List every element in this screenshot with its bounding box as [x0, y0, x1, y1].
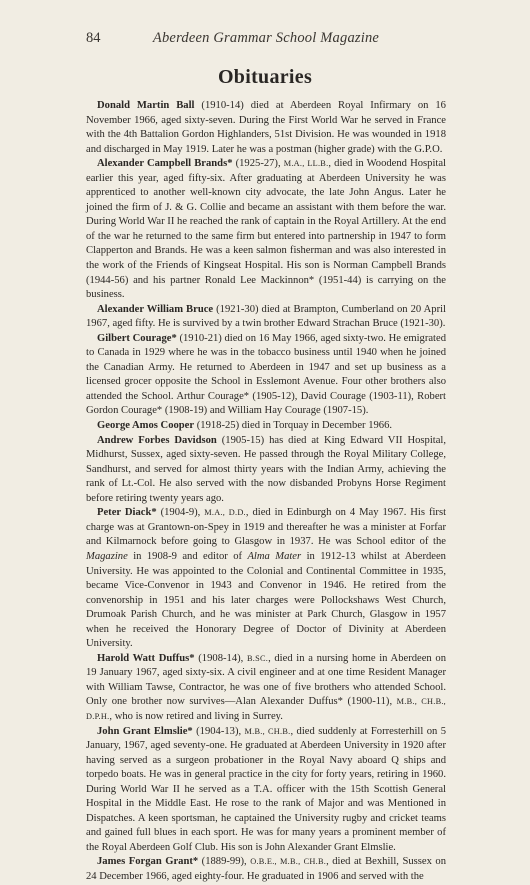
page-header: [86, 30, 446, 50]
page-number: 84: [86, 30, 101, 46]
obituary-text: , who is now retired and living in Surrey.: [109, 710, 283, 722]
obituary-name: Alexander Campbell Brands*: [97, 158, 233, 170]
obituary-name: Alexander William Bruce: [97, 303, 214, 315]
obituary-text: , died at Bexhill, Sussex on 24 December 1966, aged eighty-four. He graduated in 1906 and served with the: [86, 856, 446, 882]
degree-abbrev: B.SC.: [246, 653, 269, 663]
obituary-name: Donald Martin Ball: [97, 100, 195, 111]
publication-title: Alma Mater: [247, 550, 302, 562]
obituary-entry: [86, 652, 446, 725]
obituary-text: in 1912-13 whilst at Aberdeen University. He was appointed to the Colonial and Continental Committee in 1935, became Vice-Convenor in 1943 and Convenor in 1946. He retired from the convenorship in 1951 and his later charges were Pollockshaws West Church, Drumoak Parish Church, and he was minister at Park Church, Glasgow in 1957 when he received the Honorary Degree of Doctor of Divinity at Aberdeen University.: [86, 550, 446, 650]
obituary-entry: [86, 419, 446, 434]
obituary-text: in 1908-9 and editor of: [127, 550, 248, 562]
obituary-text: (1925-27),: [232, 158, 284, 170]
publication-title: Magazine: [86, 550, 128, 562]
obituary-text: (1908-14),: [194, 652, 247, 664]
obituary-text: , died in a nursing home in Aberdeen on 19 January 1967, aged sixty-six. A civil engineer and at one time Resident Manager with William Tawse, Contractor, he was one of five brothers who attended School. Only one brother now survives—Alan Alexander Duffus* (1900-11),: [86, 652, 446, 708]
obituary-name: Harold Watt Duffus*: [97, 652, 195, 664]
obituary-text: , died in Woodend Hospital earlier this year, aged fifty-six. After graduating at Aberdeen University he was apprenticed to another well-known city advocate, the late John Angus. Later he joined the firm of J. & G. Collie and became an assistant with them before the war. During World War II he reached the rank of captain in the Royal Artillery. At the end of the war he returned to the same firm but entered into partnership in 1947 to form Clapperton and Brands. He was a keen salmon fisherman and was also interested in the work of the Friends of Kingseat Hospital. His son is Norman Campbell Brands (1944-56) and his partner Ronald Lee Mackinnon* (1951-44) is carrying on the business.: [86, 158, 446, 301]
obituary-name: John Grant Elmslie*: [97, 725, 193, 737]
obituary-text: , died in Edinburgh on 4 May 1967. His first charge was at Grantown-on-Spey in 1919 and thereafter he was a minister at Forfar and Kilmarnock before going to Glasgow in 1937. He was School editor of the: [86, 507, 447, 548]
obituary-text: (1889-99),: [198, 856, 251, 868]
obituary-entry: [86, 303, 446, 332]
section-title: Obituaries: [217, 66, 313, 88]
obituary-name: Gilbert Courage*: [97, 332, 177, 344]
obituary-text: (1921-30) died at Brampton, Cumberland on 20 April 1967, aged fifty. He is survived by a twin brother Edward Strachan Bruce (1921-30).: [86, 303, 446, 330]
obituary-entry: [86, 855, 446, 884]
obituary-name: Peter Diack*: [97, 507, 157, 519]
obituary-text: (1918-25) died in Torquay in December 1966.: [194, 420, 393, 432]
obituary-text: , died suddenly at Forresterhill on 5 January, 1967, aged seventy-one. He graduated at Aberdeen University in 1920 after having served as a surgeon probationer in the Royal Navy aboard Q ships and torpedo boats. He was in general practice in the city for forty years, retiring in 1960. During World War II he served as a T.A. officer with the 15th Scottish General Hospital in the Middle East. He rose to the rank of Major and was Mentioned in Dispatches. A keen sportsman, he captained the University rugby and cricket teams and gained full blues in each sport. He was for many years a prominent member of the Royal Aberdeen Golf Club. His son is John Alexander Grant Elmslie.: [86, 725, 446, 853]
obituary-name: George Amos Cooper: [97, 420, 195, 432]
obituary-entry: [86, 506, 446, 651]
degree-abbrev: O.B.E., M.B., CH.B.: [250, 857, 327, 867]
obituary-entry: [86, 157, 446, 302]
obituary-entry: [86, 434, 446, 507]
obituary-text: (1904-13),: [192, 725, 245, 737]
obituary-entry: [86, 99, 446, 157]
obituary-text: (1904-9),: [156, 507, 205, 519]
degree-abbrev: M.A., D.D.: [204, 508, 246, 518]
obituary-text: (1910-21) died on 16 May 1966, aged sixty-two. He emigrated to Canada in 1929 where he was in the tobacco business until 1940 when he joined the Canadian Army. He returned to Aberdeen in 1947 and set up business as a licensed grocer opposite the School in Esslemont Avenue. Four other brothers also attended the School. Arthur Courage* (1905-12), David Courage (1903-11), Robert Gordon Courage* (1908-19) and William Hay Courage (1907-15).: [86, 332, 446, 417]
degree-abbrev: M.A., LL.B.: [283, 159, 329, 169]
degree-abbrev: M.B., CH.B.: [244, 726, 291, 736]
obituary-entry: [86, 725, 446, 856]
obituary-name: James Forgan Grant*: [97, 856, 199, 868]
obituary-list: [86, 99, 446, 885]
obituary-text: (1905-15) has died at King Edward VII Hospital, Midhurst, Sussex, aged sixty-seven. He passed through the Royal Military College, Sandhurst, and served for almost thirty years with the Indian Army, achieving the rank of Lt.-Col. He also served with the now disbanded Probyns Horse Regiment before retiring twenty years ago.: [86, 434, 446, 504]
obituary-text: (1910-14) died at Aberdeen Royal Infirmary on 16 November 1966, aged sixty-seven. During the First World War he served in France with the 4th Battalion Gordon Highlanders, 51st Division. He was wounded in 1918 and discharged in May 1919. Later he was a postman (higher grade) with the G.P.O.: [86, 100, 446, 155]
obituary-entry: [86, 332, 446, 419]
obituary-name: Andrew Forbes Davidson: [97, 434, 217, 446]
running-head: Aberdeen Grammar School Magazine: [152, 30, 380, 46]
degree-abbrev: M.B., CH.B., D.P.H.: [86, 697, 446, 721]
